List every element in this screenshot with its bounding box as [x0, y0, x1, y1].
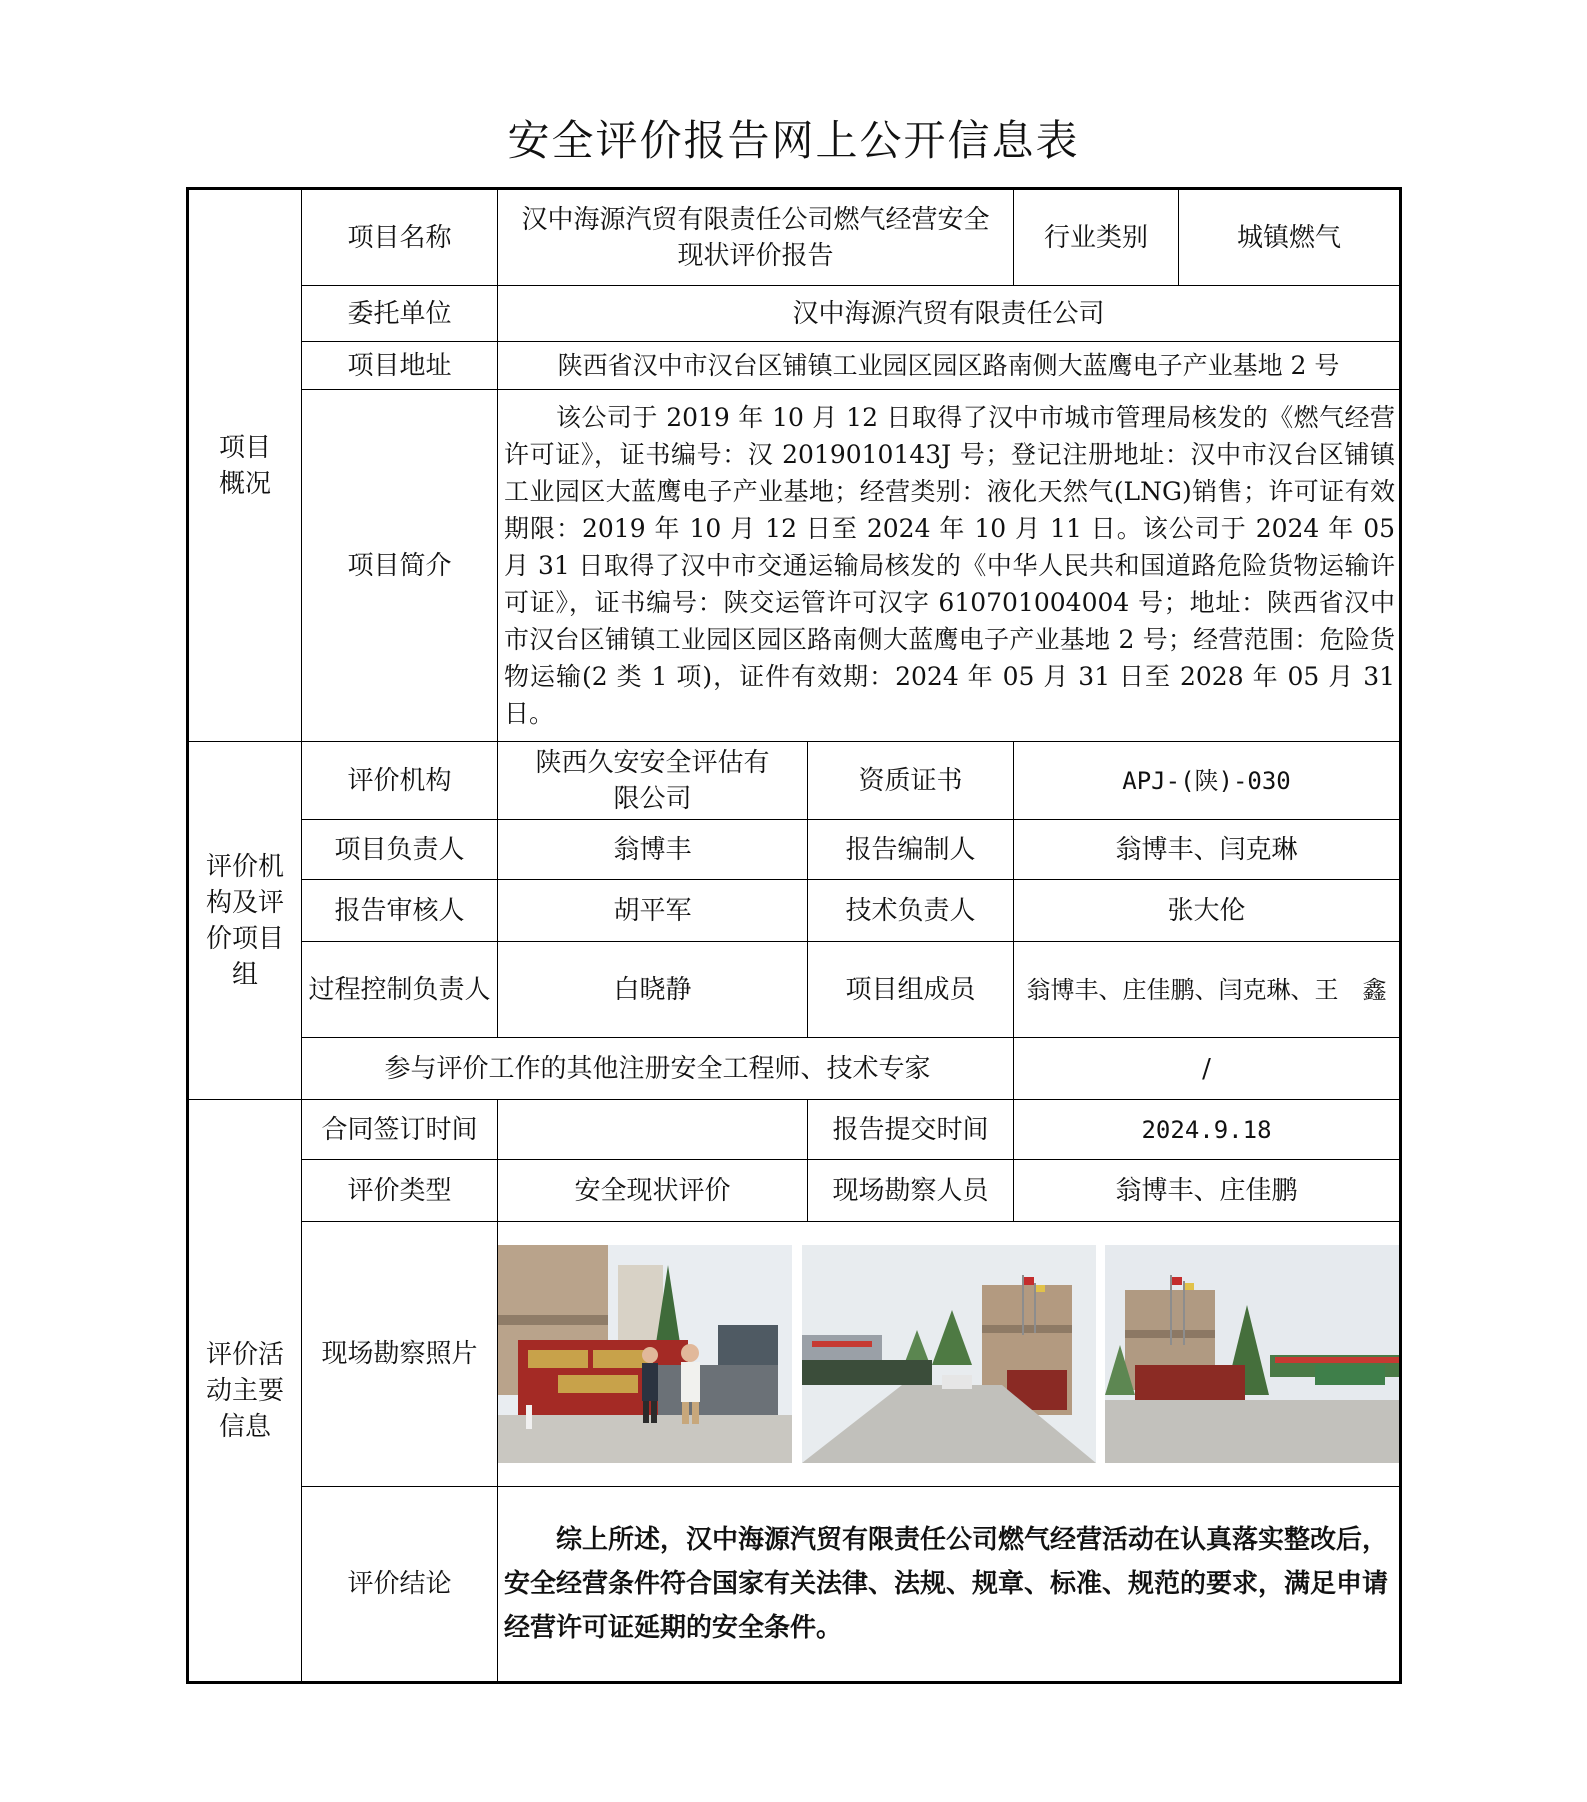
submit-label: 报告提交时间 [808, 1100, 1014, 1160]
section-activity: 评价活 动主要 信息 [188, 1100, 302, 1683]
submit-value: 2024.9.18 [1014, 1100, 1401, 1160]
info-table [186, 187, 1402, 1684]
cert-label: 资质证书 [808, 742, 1014, 820]
agency-label: 评价机构 [302, 742, 498, 820]
reviewer-value: 胡平军 [498, 880, 808, 942]
process-value: 白晓静 [498, 942, 808, 1038]
photos-label: 现场勘察照片 [302, 1222, 498, 1487]
client-value: 汉中海源汽贸有限责任公司 [498, 286, 1401, 342]
others-value: / [1014, 1038, 1401, 1100]
project-name-label: 项目名称 [302, 189, 498, 286]
client-label: 委托单位 [302, 286, 498, 342]
contract-value [498, 1100, 808, 1160]
section-overview: 项目 概况 [188, 189, 302, 742]
section-org: 评价机 构及评 价项目 组 [188, 742, 302, 1100]
photos-cell [498, 1222, 1401, 1487]
surveyors-label: 现场勘察人员 [808, 1160, 1014, 1222]
address-label: 项目地址 [302, 342, 498, 390]
lead-value: 翁博丰 [498, 820, 808, 880]
site-photo-1 [498, 1245, 792, 1463]
industry-label: 行业类别 [1014, 189, 1179, 286]
site-photo-3 [1105, 1245, 1399, 1463]
members-label: 项目组成员 [808, 942, 1014, 1038]
conclusion-text: 综上所述，汉中海源汽贸有限责任公司燃气经营活动在认真落实整改后，安全经营条件符合国家有关法律、法规、规章、标准、规范的要求，满足申请经营许可证延期的安全条件。 [498, 1487, 1401, 1683]
contract-label: 合同签订时间 [302, 1100, 498, 1160]
members-value: 翁博丰、庄佳鹏、闫克琳、王 鑫 [1014, 942, 1401, 1038]
type-value: 安全现状评价 [498, 1160, 808, 1222]
conclusion-label: 评价结论 [302, 1487, 498, 1683]
intro-text: 该公司于 2019 年 10 月 12 日取得了汉中市城市管理局核发的《燃气经营许可证》，证书编号：汉 2019010143J 号；登记注册地址：汉中市汉台区铺镇工业园区大蓝鹰电子产业基地；经营类别：液化天然气(LNG)销售；许可证有效期限：2019 年 10 月 12 日至 2024 年 10 月 11 日。该公司于 2024 年 05 月 31 日取得了汉中市交通运输局核发的《中华人民共和国道路危险货物运输许可证》，证书编号：陕交运管许可汉字 610701004004 号；地址：陕西省汉中市汉台区铺镇工业园区园区路南侧大蓝鹰电子产业基地 2 号；经营范围：危险货物运输(2 类 1 项)，证件有效期：2024 年 05 月 31 日至 2028 年 05 月 31 日。 [498, 390, 1401, 742]
type-label: 评价类型 [302, 1160, 498, 1222]
industry-value: 城镇燃气 [1179, 189, 1401, 286]
lead-label: 项目负责人 [302, 820, 498, 880]
author-value: 翁博丰、闫克琳 [1014, 820, 1401, 880]
others-label: 参与评价工作的其他注册安全工程师、技术专家 [302, 1038, 1014, 1100]
tech-label: 技术负责人 [808, 880, 1014, 942]
author-label: 报告编制人 [808, 820, 1014, 880]
address-value: 陕西省汉中市汉台区铺镇工业园区园区路南侧大蓝鹰电子产业基地 2 号 [498, 342, 1401, 390]
process-label: 过程控制负责人 [302, 942, 498, 1038]
surveyors-value: 翁博丰、庄佳鹏 [1014, 1160, 1401, 1222]
intro-label: 项目简介 [302, 390, 498, 742]
cert-value: APJ-(陕)-030 [1014, 742, 1401, 820]
tech-value: 张大伦 [1014, 880, 1401, 942]
project-name-value: 汉中海源汽贸有限责任公司燃气经营安全现状评价报告 [498, 189, 1014, 286]
page-title: 安全评价报告网上公开信息表 [507, 116, 1080, 165]
site-photo-2 [802, 1245, 1096, 1463]
agency-value: 陕西久安安全评估有限公司 [498, 742, 808, 820]
reviewer-label: 报告审核人 [302, 880, 498, 942]
